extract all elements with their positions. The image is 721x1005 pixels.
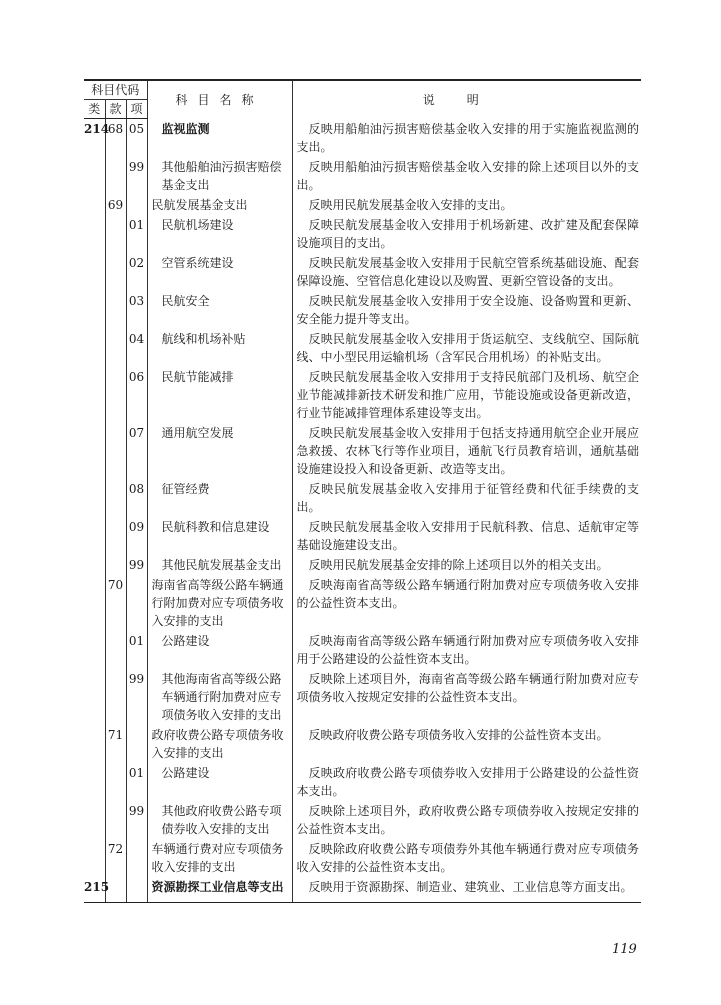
table-row — [84, 119, 641, 157]
table-row — [84, 253, 641, 291]
subject-name-cell: 车辆通行费对应专项债务收入安排的支出 — [147, 839, 292, 877]
xiang-code-cell: 03 — [126, 291, 147, 329]
xiang-code-cell: 05 — [126, 119, 147, 157]
lei-code-cell — [84, 801, 105, 839]
lei-code-cell — [84, 291, 105, 329]
description-cell: 反映民航发展基金收入安排用于包括支持通用航空企业开展应急救援、农林飞行等作业项目，通航飞行员教育培训，通航基础设施建设投入和设备更新、改造等支出。 — [296, 425, 639, 476]
description-cell: 反映除上述项目外，海南省高等级公路车辆通行附加费对应专项债务收入按规定安排的公益性资本支出。 — [296, 671, 639, 704]
table-row — [84, 479, 641, 517]
lei-header: 类 — [84, 100, 105, 119]
xiang-code-cell: 99 — [126, 801, 147, 839]
table-row — [84, 215, 641, 253]
description-cell: 反映除上述项目外，政府收费公路专项债券收入按规定安排的公益性资本支出。 — [296, 803, 639, 836]
description-cell: 反映用民航发展基金收入安排的支出。 — [308, 197, 513, 212]
kuan-code-cell: 69 — [105, 195, 126, 215]
kuan-code-cell: 68 — [105, 119, 126, 157]
kuan-code-cell — [105, 555, 126, 575]
xiang-code-cell — [126, 877, 147, 903]
xiang-code-cell: 99 — [126, 669, 147, 725]
table-row — [84, 195, 641, 215]
subject-name-cell: 海南省高等级公路车辆通行附加费对应专项债务收入安排的支出 — [147, 575, 292, 631]
description-cell: 反映民航发展基金收入安排用于机场新建、改扩建及配套保障设施项目的支出。 — [296, 217, 639, 250]
description-cell: 反映用于资源勘探、制造业、建筑业、工业信息等方面支出。 — [292, 877, 641, 903]
lei-code-cell — [84, 157, 105, 195]
kuan-code-cell — [105, 669, 126, 725]
table-body — [84, 119, 641, 903]
lei-code-cell — [84, 669, 105, 725]
table-row — [84, 669, 641, 725]
subject-name-cell: 其他船舶油污损害赔偿基金支出 — [147, 157, 292, 195]
table-row — [84, 575, 641, 631]
subject-name-cell: 资源勘探工业信息等支出 — [147, 877, 292, 903]
kuan-code-cell: 71 — [105, 725, 126, 763]
kuan-code-cell — [105, 157, 126, 195]
description-cell: 反映海南省高等级公路车辆通行附加费对应专项债务收入安排用于公路建设的公益性资本支出。 — [296, 633, 639, 666]
xiang-code-cell: 09 — [126, 517, 147, 555]
description-cell: 反映用船舶油污损害赔偿基金收入安排的除上述项目以外的支出。 — [296, 159, 639, 192]
kuan-code-cell: 70 — [105, 575, 126, 631]
lei-code-cell — [84, 631, 105, 669]
description-cell: 反映除政府收费公路专项债券外其他车辆通行费对应专项债务收入安排的公益性资本支出。 — [296, 841, 639, 874]
budget-subject-table — [84, 79, 641, 903]
description-cell: 反映民航发展基金收入安排用于安全设施、设备购置和更新、安全能力提升等支出。 — [296, 293, 639, 326]
xiang-code-cell: 99 — [126, 157, 147, 195]
kuan-code-cell — [105, 631, 126, 669]
kuan-header: 款 — [105, 100, 126, 119]
lei-code-cell — [84, 367, 105, 423]
kuan-code-cell — [105, 215, 126, 253]
xiang-code-cell — [126, 725, 147, 763]
table-row — [84, 877, 641, 903]
xiang-code-cell: 99 — [126, 555, 147, 575]
table-row — [84, 423, 641, 479]
subject-name-cell: 公路建设 — [147, 631, 292, 669]
subject-name-cell: 其他政府收费公路专项债券收入安排的支出 — [147, 801, 292, 839]
description-header: 说明 — [292, 80, 641, 119]
lei-code-cell — [84, 839, 105, 877]
subject-name-cell: 其他民航发展基金支出 — [147, 555, 292, 575]
subject-name-cell: 监视监测 — [147, 119, 292, 157]
xiang-code-cell: 01 — [126, 215, 147, 253]
xiang-code-cell: 08 — [126, 479, 147, 517]
subject-name-cell: 民航发展基金支出 — [147, 195, 292, 215]
lei-code-cell — [84, 195, 105, 215]
description-cell: 反映政府收费公路专项债券收入安排用于公路建设的公益性资本支出。 — [296, 765, 639, 798]
lei-code-cell — [84, 215, 105, 253]
lei-code-cell — [84, 575, 105, 631]
xiang-code-cell: 07 — [126, 423, 147, 479]
table-row — [84, 839, 641, 877]
xiang-code-cell: 06 — [126, 367, 147, 423]
subject-name-cell: 民航节能减排 — [147, 367, 292, 423]
xiang-code-cell — [126, 839, 147, 877]
kuan-code-cell — [105, 479, 126, 517]
lei-code-cell — [84, 555, 105, 575]
xiang-code-cell — [126, 575, 147, 631]
description-cell: 反映用船舶油污损害赔偿基金收入安排的用于实施监视监测的支出。 — [296, 121, 639, 154]
description-cell: 反映民航发展基金收入安排用于支持民航部门及机场、航空企业节能减排新技术研发和推广应用，节能设施或设备更新改造，行业节能减排管理体系建设等支出。 — [296, 369, 639, 420]
lei-code-cell — [84, 725, 105, 763]
subject-name-cell: 空管系统建设 — [147, 253, 292, 291]
kuan-code-cell — [105, 763, 126, 801]
description-cell: 反映民航发展基金收入安排用于民航科教、信息、适航审定等基础设施建设支出。 — [296, 519, 639, 552]
lei-code-cell: 215 — [84, 877, 105, 903]
kuan-code-cell — [105, 801, 126, 839]
lei-code-cell — [84, 253, 105, 291]
subject-name-header: 科目名称 — [147, 80, 292, 119]
table-row — [84, 517, 641, 555]
lei-code-cell — [84, 423, 105, 479]
table-row — [84, 725, 641, 763]
table-header — [84, 80, 641, 119]
description-cell: 反映政府收费公路专项债务收入安排的公益性资本支出。 — [308, 727, 609, 742]
table-row — [84, 329, 641, 367]
xiang-header: 项 — [126, 100, 147, 119]
table-row — [84, 801, 641, 839]
kuan-code-cell — [105, 367, 126, 423]
kuan-code-cell: 72 — [105, 839, 126, 877]
table-row — [84, 763, 641, 801]
xiang-code-cell: 01 — [126, 763, 147, 801]
kuan-code-cell — [105, 423, 126, 479]
subject-name-cell: 民航机场建设 — [147, 215, 292, 253]
description-cell: 反映用民航发展基金安排的除上述项目以外的相关支出。 — [308, 557, 609, 572]
subject-name-cell: 其他海南省高等级公路车辆通行附加费对应专项债务收入安排的支出 — [147, 669, 292, 725]
subject-name-cell: 航线和机场补贴 — [147, 329, 292, 367]
description-cell: 反映海南省高等级公路车辆通行附加费对应专项债务收入安排的公益性资本支出。 — [296, 577, 639, 610]
table-row — [84, 555, 641, 575]
xiang-code-cell: 01 — [126, 631, 147, 669]
table-row — [84, 291, 641, 329]
table-row — [84, 631, 641, 669]
subject-name-cell: 征管经费 — [147, 479, 292, 517]
kuan-code-cell — [105, 291, 126, 329]
subject-name-cell: 公路建设 — [147, 763, 292, 801]
page-number: 119 — [612, 942, 637, 957]
subject-code-header: 科目代码 — [84, 80, 147, 100]
kuan-code-cell — [105, 517, 126, 555]
xiang-code-cell: 02 — [126, 253, 147, 291]
description-cell: 反映民航发展基金收入安排用于民航空管系统基础设施、配套保障设施、空管信息化建设以及购置、更新空管设备的支出。 — [296, 255, 639, 288]
lei-code-cell — [84, 479, 105, 517]
lei-code-cell — [84, 329, 105, 367]
table-row — [84, 367, 641, 423]
subject-name-cell: 民航安全 — [147, 291, 292, 329]
xiang-code-cell — [126, 195, 147, 215]
subject-name-cell: 民航科教和信息建设 — [147, 517, 292, 555]
lei-code-cell: 214 — [84, 119, 105, 157]
xiang-code-cell: 04 — [126, 329, 147, 367]
lei-code-cell — [84, 517, 105, 555]
table-row — [84, 157, 641, 195]
description-cell: 反映民航发展基金收入安排用于征管经费和代征手续费的支出。 — [296, 481, 639, 514]
description-cell: 反映民航发展基金收入安排用于货运航空、支线航空、国际航线、中小型民用运输机场（含军民合用机场）的补贴支出。 — [296, 331, 639, 364]
subject-name-cell: 通用航空发展 — [147, 423, 292, 479]
kuan-code-cell — [105, 329, 126, 367]
subject-name-cell: 政府收费公路专项债务收入安排的支出 — [147, 725, 292, 763]
lei-code-cell — [84, 763, 105, 801]
kuan-code-cell — [105, 253, 126, 291]
